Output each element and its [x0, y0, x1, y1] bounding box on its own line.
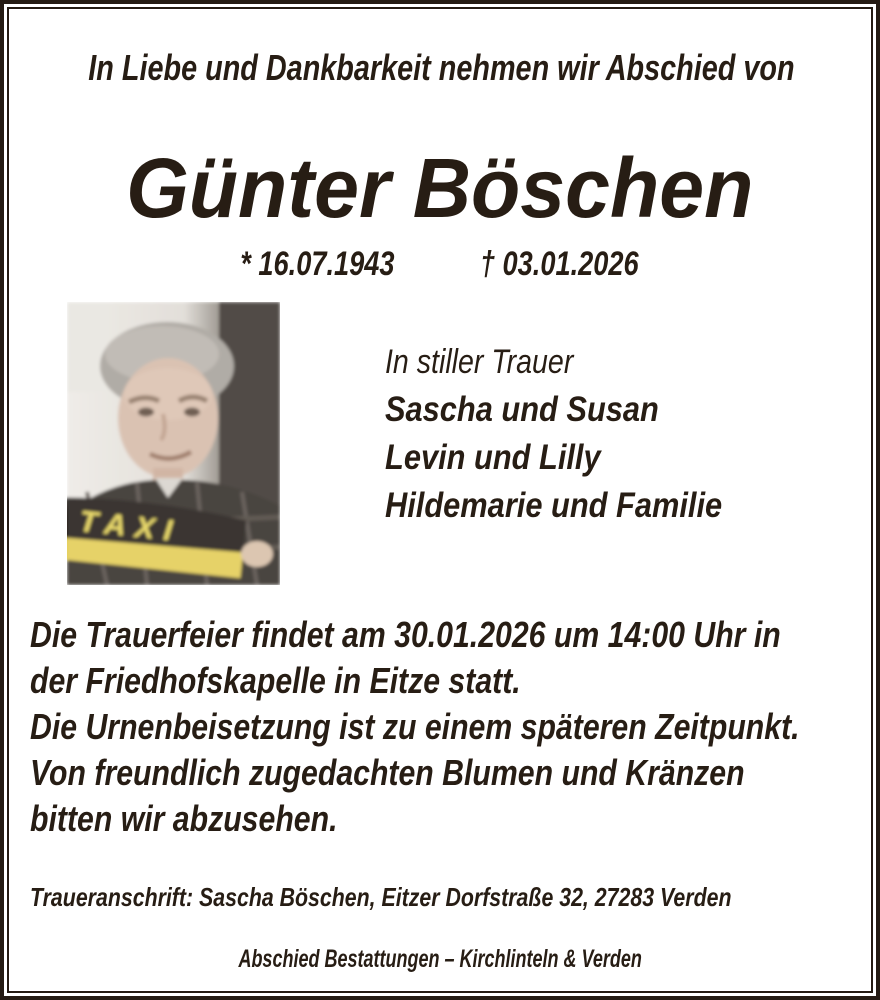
- details-text: Die Trauerfeier findet am 30.01.2026 um 14:00 Uhr in: [30, 614, 781, 655]
- mourner-name: Sascha und Susan: [385, 390, 659, 429]
- mourner-name: Levin und Lilly: [385, 438, 601, 477]
- funeral-details: [30, 612, 880, 842]
- mourner-line: [385, 386, 768, 434]
- funeral-home-name: Abschied Bestattungen – Kirchlinteln & Verden: [238, 945, 642, 973]
- mourner-line: [385, 434, 768, 482]
- mourning-block: [385, 338, 768, 530]
- funeral-details-line: [30, 612, 880, 658]
- funeral-details-line: [30, 750, 880, 796]
- funeral-details-line: [30, 658, 880, 704]
- funeral-details-line: [30, 704, 880, 750]
- birth-date: * 16.07.1943: [240, 245, 395, 283]
- death-date: † 03.01.2026: [480, 245, 639, 283]
- mourning-address: Traueranschrift: Sascha Böschen, Eitzer Dorfstraße 32, 27283 Verden: [30, 882, 732, 912]
- details-text: Von freundlich zugedachten Blumen und Kränzen: [30, 752, 745, 793]
- intro-row: [0, 48, 880, 88]
- taxi-sign-label: TAXI: [77, 505, 183, 549]
- mourning-address-row: [30, 882, 880, 913]
- intro-line: In Liebe und Dankbarkeit nehmen wir Abschied von: [88, 47, 795, 88]
- deceased-name: Günter Böschen: [126, 141, 754, 235]
- dates-row: [0, 244, 880, 285]
- mourning-heading: [385, 338, 768, 386]
- mourning-heading-text: In stiller Trauer: [385, 343, 574, 381]
- name-row: [0, 141, 880, 235]
- details-text: Die Urnenbeisetzung ist zu einem späteren Zeitpunkt.: [30, 706, 800, 747]
- details-text: der Friedhofskapelle in Eitze statt.: [30, 660, 521, 701]
- mourner-name: Hildemarie und Familie: [385, 486, 723, 525]
- portrait-photo: [67, 302, 280, 585]
- details-text: bitten wir abzusehen.: [30, 798, 338, 839]
- funeral-home-row: [0, 944, 880, 974]
- mourner-line: [385, 482, 768, 530]
- funeral-details-line: [30, 796, 880, 842]
